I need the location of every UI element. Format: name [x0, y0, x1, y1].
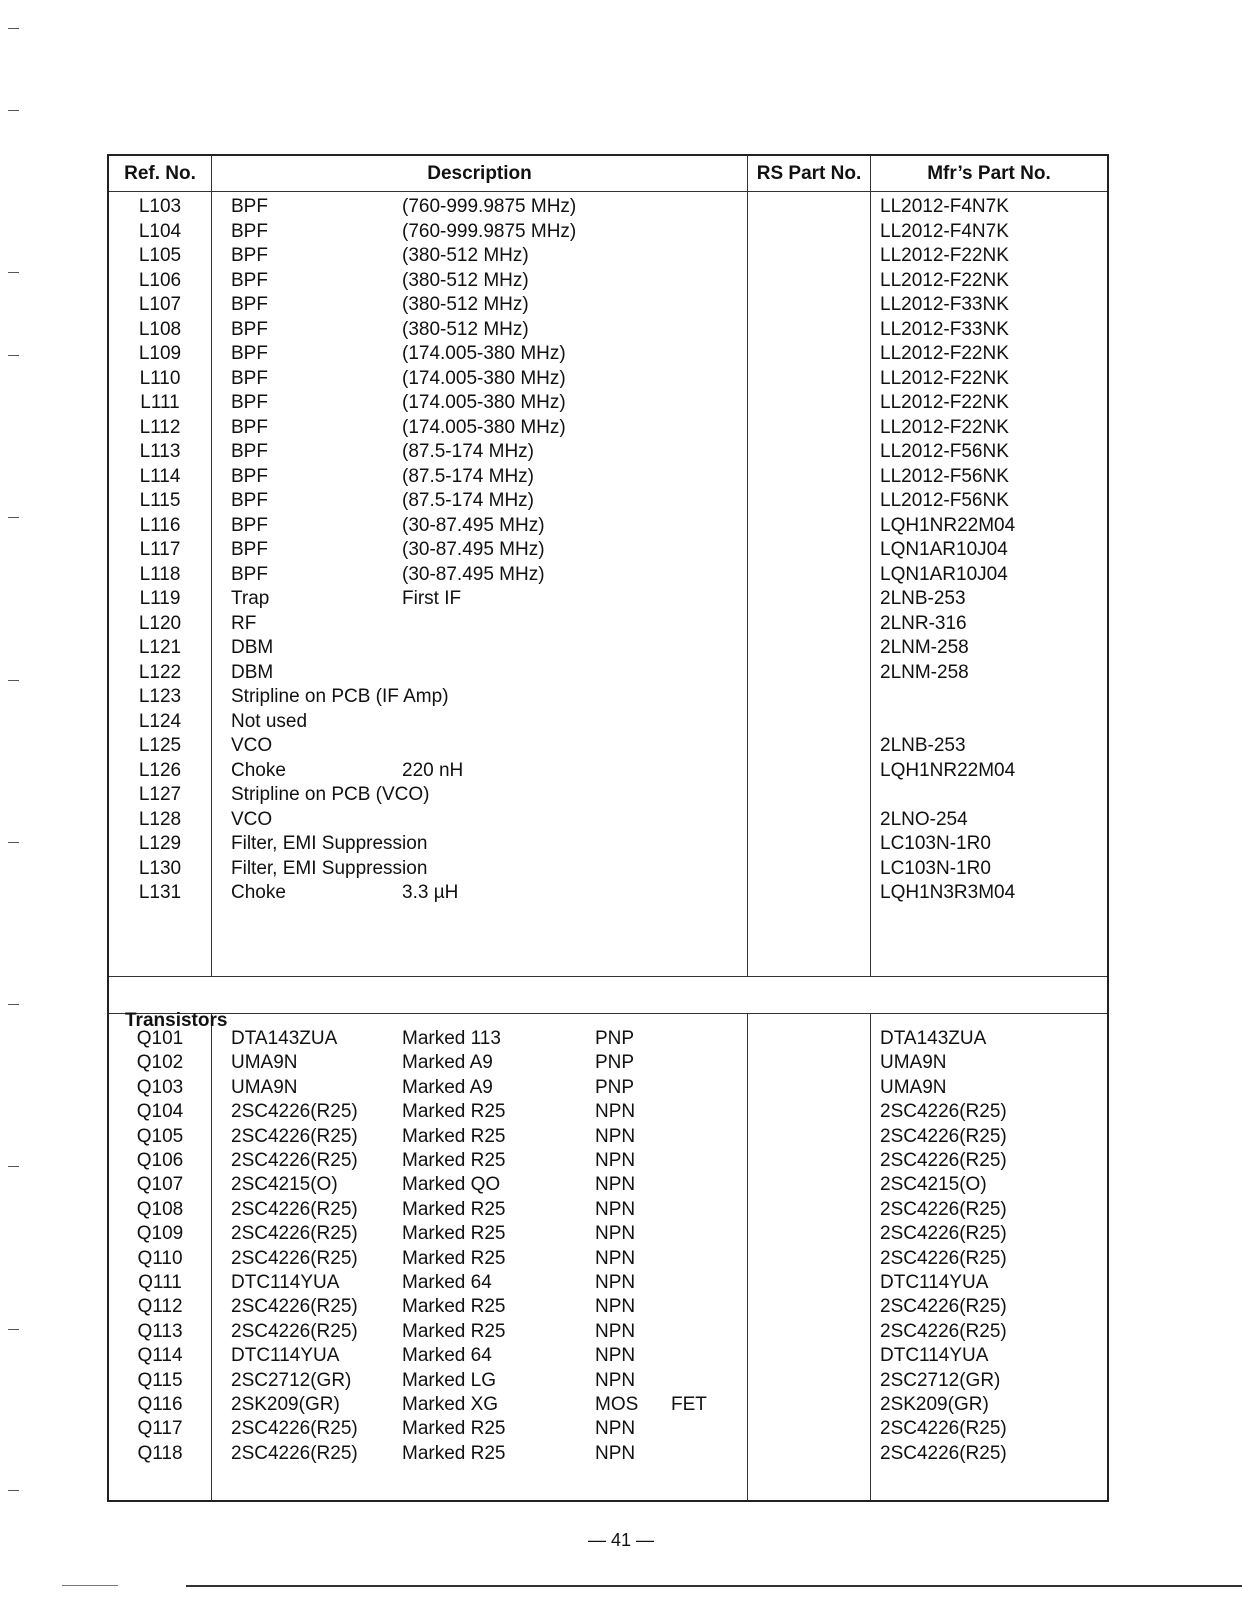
cell-description: DBM: [231, 661, 274, 683]
table-row: [109, 1172, 1107, 1197]
cell-mfr-part-no: LL2012-F22NK: [880, 367, 1009, 389]
table-row: [109, 856, 1107, 881]
cell-spec: (380-512 MHz): [402, 294, 529, 315]
parts-list-table: [107, 154, 1109, 1502]
table-row: [109, 586, 1107, 611]
table-row: [109, 1026, 1107, 1051]
cell-description: 2SC4226(R25): [231, 1101, 358, 1123]
margin-tick: [8, 517, 19, 518]
cell-marking: Marked A9: [402, 1052, 493, 1074]
table-row: [109, 758, 1107, 783]
cell-description: 2SC4226(R25): [231, 1198, 358, 1220]
cell-mfr-part-no: LQH1NR22M04: [880, 759, 1016, 781]
table-row: [109, 1197, 1107, 1222]
table-row: [109, 1416, 1107, 1441]
cell-description: BPF: [231, 490, 268, 511]
cell-description: 2SC4226(R25): [231, 1125, 358, 1147]
cell-mfr-part-no: LL2012-F56NK: [880, 490, 1009, 511]
table-row: [109, 1319, 1107, 1344]
table-row: [109, 219, 1107, 244]
table-row: [109, 341, 1107, 366]
footer-rule: [186, 1585, 1242, 1587]
cell-ref-no: Q117: [137, 1418, 183, 1440]
cell-description: DBM: [231, 637, 274, 658]
table-row: [109, 660, 1107, 685]
cell-mfr-part-no: 2SC4226(R25): [880, 1247, 1007, 1269]
cell-marking: Marked 64: [402, 1345, 492, 1367]
cell-marking: Marked R25: [402, 1320, 506, 1342]
cell-ref-no: L110: [139, 367, 181, 389]
cell-mfr-part-no: LL2012-F4N7K: [880, 196, 1009, 217]
cell-ref-no: Q104: [136, 1101, 184, 1123]
cell-mfr-part-no: LC103N-1R0: [880, 833, 991, 854]
cell-mfr-part-no: DTA143ZUA: [880, 1028, 987, 1049]
cell-spec: (87.5-174 MHz): [402, 490, 534, 511]
cell-ref-no: Q105: [136, 1125, 184, 1147]
cell-type-extra: FET: [671, 1394, 707, 1415]
cell-ref-no: Q114: [137, 1345, 183, 1367]
cell-description: UMA9N: [231, 1076, 298, 1098]
cell-description: BPF: [231, 514, 268, 536]
cell-ref-no: L109: [138, 343, 182, 364]
header-mfr-part-no: Mfr’s Part No.: [927, 163, 1051, 184]
table-row: [109, 1221, 1107, 1246]
table-row: [109, 1075, 1107, 1100]
cell-type: NPN: [595, 1125, 636, 1147]
cell-mfr-part-no: 2SC4226(R25): [880, 1150, 1007, 1171]
cell-marking: Marked R25: [402, 1247, 506, 1269]
cell-ref-no: L118: [139, 563, 181, 585]
cell-mfr-part-no: 2LNM-258: [880, 637, 969, 658]
cell-description: BPF: [231, 563, 268, 585]
cell-description: Stripline on PCB (VCO): [231, 784, 430, 805]
table-row: [109, 611, 1107, 636]
cell-description: BPF: [231, 245, 268, 266]
cell-description: BPF: [231, 220, 268, 242]
cell-spec: (87.5-174 MHz): [402, 465, 534, 487]
cell-mfr-part-no: LL2012-F22NK: [880, 245, 1009, 266]
cell-spec: (30-87.495 MHz): [402, 514, 545, 536]
cell-marking: Marked R25: [402, 1101, 506, 1123]
margin-tick: [8, 1004, 19, 1005]
cell-ref-no: L112: [139, 416, 181, 438]
cell-description: UMA9N: [231, 1052, 298, 1074]
cell-ref-no: Q101: [136, 1028, 184, 1049]
table-row: [109, 1246, 1107, 1271]
table-row: [109, 513, 1107, 538]
cell-mfr-part-no: LL2012-F22NK: [880, 392, 1009, 413]
cell-mfr-part-no: 2LNB-253: [880, 735, 966, 756]
cell-ref-no: Q103: [136, 1076, 184, 1098]
cell-ref-no: L129: [138, 833, 182, 854]
table-row: [109, 782, 1107, 807]
cell-description: 2SC4215(O): [231, 1174, 338, 1196]
cell-spec: 220 nH: [402, 759, 464, 781]
cell-description: BPF: [231, 539, 268, 560]
table-row: [109, 537, 1107, 562]
cell-description: Not used: [231, 710, 308, 732]
cell-ref-no: L121: [138, 637, 182, 658]
cell-spec: First IF: [402, 588, 462, 609]
table-row: [109, 439, 1107, 464]
cell-description: BPF: [231, 196, 268, 217]
cell-ref-no: L105: [138, 245, 182, 266]
cell-ref-no: Q116: [137, 1394, 183, 1415]
cell-mfr-part-no: LL2012-F33NK: [880, 294, 1009, 315]
margin-tick: [8, 355, 19, 356]
cell-marking: Marked R25: [402, 1150, 506, 1171]
cell-ref-no: Q115: [137, 1369, 183, 1391]
cell-mfr-part-no: LL2012-F33NK: [880, 318, 1009, 340]
cell-type: NPN: [595, 1272, 636, 1293]
cell-mfr-part-no: 2SC4226(R25): [880, 1223, 1007, 1245]
cell-ref-no: L126: [138, 759, 182, 781]
cell-description: VCO: [231, 808, 273, 830]
cell-type: NPN: [595, 1101, 636, 1123]
cell-type: NPN: [595, 1198, 636, 1220]
cell-marking: Marked R25: [402, 1418, 506, 1440]
cell-mfr-part-no: LC103N-1R0: [880, 857, 991, 879]
cell-spec: (87.5-174 MHz): [402, 441, 534, 462]
cell-mfr-part-no: 2SC4226(R25): [880, 1296, 1007, 1318]
section-divider-bottom: [109, 1013, 1107, 1014]
cell-mfr-part-no: LL2012-F22NK: [880, 416, 1009, 438]
table-row: [109, 317, 1107, 342]
cell-type: PNP: [595, 1076, 635, 1098]
table-row: [109, 684, 1107, 709]
cell-ref-no: L119: [139, 588, 181, 609]
cell-type: NPN: [595, 1345, 636, 1367]
cell-marking: Marked LG: [402, 1369, 496, 1391]
table-row: [109, 1099, 1107, 1124]
cell-description: DTC114YUA: [231, 1272, 340, 1293]
cell-description: Filter, EMI Suppression: [231, 833, 428, 854]
cell-ref-no: L131: [138, 882, 182, 903]
cell-mfr-part-no: 2SK209(GR): [880, 1394, 989, 1415]
cell-mfr-part-no: LQN1AR10J04: [880, 539, 1008, 560]
margin-tick: [8, 680, 19, 681]
cell-description: 2SC4226(R25): [231, 1247, 358, 1269]
cell-ref-no: Q108: [136, 1198, 184, 1220]
table-row: [109, 464, 1107, 489]
cell-mfr-part-no: 2LNB-253: [880, 588, 966, 609]
cell-marking: Marked QO: [402, 1174, 501, 1196]
cell-type: PNP: [595, 1052, 635, 1074]
cell-marking: Marked R25: [402, 1223, 506, 1245]
cell-ref-no: L114: [139, 465, 181, 487]
cell-description: Choke: [231, 759, 286, 781]
cell-mfr-part-no: 2SC4226(R25): [880, 1418, 1007, 1440]
cell-description: 2SC4226(R25): [231, 1320, 358, 1342]
cell-type: PNP: [595, 1028, 635, 1049]
cell-type: NPN: [595, 1150, 636, 1171]
cell-spec: (30-87.495 MHz): [402, 539, 545, 560]
cell-spec: 3.3 µH: [402, 882, 459, 903]
table-row: [109, 1392, 1107, 1417]
margin-tick: [8, 272, 19, 273]
cell-ref-no: L124: [138, 710, 182, 732]
cell-description: BPF: [231, 269, 268, 291]
cell-description: BPF: [231, 343, 268, 364]
cell-description: VCO: [231, 735, 273, 756]
cell-mfr-part-no: 2SC4226(R25): [880, 1320, 1007, 1342]
cell-spec: (174.005-380 MHz): [402, 343, 566, 364]
table-row: [109, 1441, 1107, 1466]
cell-ref-no: L103: [138, 196, 182, 217]
cell-description: BPF: [231, 441, 268, 462]
cell-mfr-part-no: 2SC4226(R25): [880, 1198, 1007, 1220]
table-row: [109, 709, 1107, 734]
cell-description: BPF: [231, 465, 268, 487]
page-number: — 41 —: [587, 1530, 655, 1550]
cell-ref-no: L113: [139, 441, 181, 462]
cell-description: BPF: [231, 416, 268, 438]
table-row: [109, 194, 1107, 219]
cell-marking: Marked R25: [402, 1125, 506, 1147]
table-row: [109, 390, 1107, 415]
cell-mfr-part-no: DTC114YUA: [880, 1345, 989, 1367]
table-row: [109, 880, 1107, 905]
cell-description: Filter, EMI Suppression: [231, 857, 428, 879]
cell-description: 2SC4226(R25): [231, 1296, 358, 1318]
cell-marking: Marked R25: [402, 1296, 506, 1318]
cell-description: Choke: [231, 882, 286, 903]
cell-ref-no: L117: [139, 539, 181, 560]
cell-mfr-part-no: 2SC4226(R25): [880, 1125, 1007, 1147]
cell-mfr-part-no: 2SC2712(GR): [880, 1369, 1001, 1391]
cell-spec: (760-999.9875 MHz): [402, 196, 577, 217]
cell-spec: (380-512 MHz): [402, 269, 529, 291]
table-row: [109, 1148, 1107, 1173]
table-row: [109, 733, 1107, 758]
cell-ref-no: Q118: [137, 1442, 183, 1464]
table-row: [109, 1294, 1107, 1319]
header-ref-no: Ref. No.: [124, 163, 196, 184]
cell-marking: Marked R25: [402, 1198, 506, 1220]
cell-description: Trap: [231, 588, 270, 609]
table-row: [109, 1270, 1107, 1295]
cell-type: MOS: [595, 1394, 639, 1415]
cell-spec: (174.005-380 MHz): [402, 392, 566, 413]
table-row: [109, 562, 1107, 587]
cell-mfr-part-no: LL2012-F56NK: [880, 441, 1009, 462]
cell-marking: Marked A9: [402, 1076, 493, 1098]
cell-ref-no: Q111: [138, 1272, 182, 1293]
cell-description: 2SC4226(R25): [231, 1223, 358, 1245]
cell-description: BPF: [231, 294, 268, 315]
section-divider-top: [109, 976, 1107, 977]
cell-spec: (760-999.9875 MHz): [402, 220, 577, 242]
cell-type: NPN: [595, 1223, 636, 1245]
cell-type: NPN: [595, 1369, 636, 1391]
cell-mfr-part-no: LQN1AR10J04: [880, 563, 1008, 585]
cell-mfr-part-no: 2LNR-316: [880, 612, 967, 634]
margin-tick: [8, 1490, 19, 1491]
cell-spec: (174.005-380 MHz): [402, 416, 566, 438]
table-row: [109, 831, 1107, 856]
cell-mfr-part-no: LL2012-F56NK: [880, 465, 1009, 487]
margin-tick: [8, 1166, 19, 1167]
cell-description: RF: [231, 612, 257, 634]
cell-mfr-part-no: 2SC4226(R25): [880, 1101, 1007, 1123]
cell-description: 2SK209(GR): [231, 1394, 340, 1415]
cell-ref-no: L111: [140, 392, 180, 413]
cell-mfr-part-no: UMA9N: [880, 1076, 947, 1098]
cell-ref-no: L125: [138, 735, 182, 756]
cell-mfr-part-no: LQH1N3R3M04: [880, 882, 1016, 903]
margin-tick: [8, 1329, 19, 1330]
margin-tick: [8, 110, 19, 111]
table-row: [109, 1124, 1107, 1149]
cell-ref-no: Q106: [136, 1150, 184, 1171]
section-title-transistors: Transistors: [125, 1010, 228, 1031]
cell-description: DTA143ZUA: [231, 1028, 338, 1049]
margin-tick: [8, 842, 19, 843]
cell-marking: Marked XG: [402, 1394, 499, 1415]
cell-ref-no: Q102: [136, 1052, 184, 1074]
cell-description: 2SC4226(R25): [231, 1150, 358, 1171]
cell-ref-no: L130: [138, 857, 182, 879]
cell-ref-no: Q112: [137, 1296, 183, 1318]
table-row: [109, 1050, 1107, 1075]
cell-mfr-part-no: DTC114YUA: [880, 1272, 989, 1293]
cell-type: NPN: [595, 1442, 636, 1464]
cell-description: 2SC4226(R25): [231, 1442, 358, 1464]
cell-description: Stripline on PCB (IF Amp): [231, 686, 449, 707]
header-description: Description: [427, 163, 532, 184]
cell-description: 2SC4226(R25): [231, 1418, 358, 1440]
cell-ref-no: L122: [138, 661, 182, 683]
cell-mfr-part-no: 2SC4226(R25): [880, 1442, 1007, 1464]
cell-mfr-part-no: 2LNM-258: [880, 661, 969, 683]
cell-ref-no: L123: [138, 686, 182, 707]
cell-ref-no: L104: [138, 220, 182, 242]
cell-mfr-part-no: LL2012-F4N7K: [880, 220, 1009, 242]
cell-ref-no: Q109: [136, 1223, 184, 1245]
table-row: [109, 366, 1107, 391]
cell-description: BPF: [231, 367, 268, 389]
cell-ref-no: Q107: [136, 1174, 184, 1196]
table-row: [109, 1368, 1107, 1393]
table-row: [109, 635, 1107, 660]
cell-mfr-part-no: LL2012-F22NK: [880, 343, 1009, 364]
cell-ref-no: Q113: [137, 1320, 183, 1342]
cell-description: 2SC2712(GR): [231, 1369, 352, 1391]
cell-ref-no: L128: [138, 808, 182, 830]
cell-marking: Marked 64: [402, 1272, 492, 1293]
cell-type: NPN: [595, 1296, 636, 1318]
cell-ref-no: L108: [138, 318, 182, 340]
cell-description: DTC114YUA: [231, 1345, 340, 1367]
cell-ref-no: L107: [138, 294, 182, 315]
cell-ref-no: Q110: [137, 1247, 183, 1269]
table-row: [109, 1343, 1107, 1368]
cell-mfr-part-no: LL2012-F22NK: [880, 269, 1009, 291]
cell-marking: Marked 113: [402, 1028, 501, 1049]
cell-ref-no: L120: [138, 612, 182, 634]
cell-mfr-part-no: LQH1NR22M04: [880, 514, 1016, 536]
cell-type: NPN: [595, 1247, 636, 1269]
cell-type: NPN: [595, 1320, 636, 1342]
cell-ref-no: L116: [139, 514, 181, 536]
cell-ref-no: L115: [139, 490, 181, 511]
table-row: [109, 488, 1107, 513]
table-row: [109, 415, 1107, 440]
footer-rule: [62, 1585, 118, 1586]
cell-ref-no: L106: [138, 269, 182, 291]
cell-marking: Marked R25: [402, 1442, 506, 1464]
cell-type: NPN: [595, 1174, 636, 1196]
cell-mfr-part-no: 2SC4215(O): [880, 1174, 987, 1196]
cell-spec: (380-512 MHz): [402, 318, 529, 340]
table-row: [109, 292, 1107, 317]
cell-spec: (174.005-380 MHz): [402, 367, 566, 389]
cell-description: BPF: [231, 318, 268, 340]
cell-ref-no: L127: [138, 784, 182, 805]
cell-spec: (30-87.495 MHz): [402, 563, 545, 585]
margin-tick: [8, 28, 19, 29]
cell-type: NPN: [595, 1418, 636, 1440]
table-row: [109, 807, 1107, 832]
cell-spec: (380-512 MHz): [402, 245, 529, 266]
header-rs-part-no: RS Part No.: [756, 163, 862, 184]
cell-mfr-part-no: UMA9N: [880, 1052, 947, 1074]
cell-description: BPF: [231, 392, 268, 413]
cell-mfr-part-no: 2LNO-254: [880, 808, 968, 830]
table-row: [109, 268, 1107, 293]
table-row: [109, 243, 1107, 268]
